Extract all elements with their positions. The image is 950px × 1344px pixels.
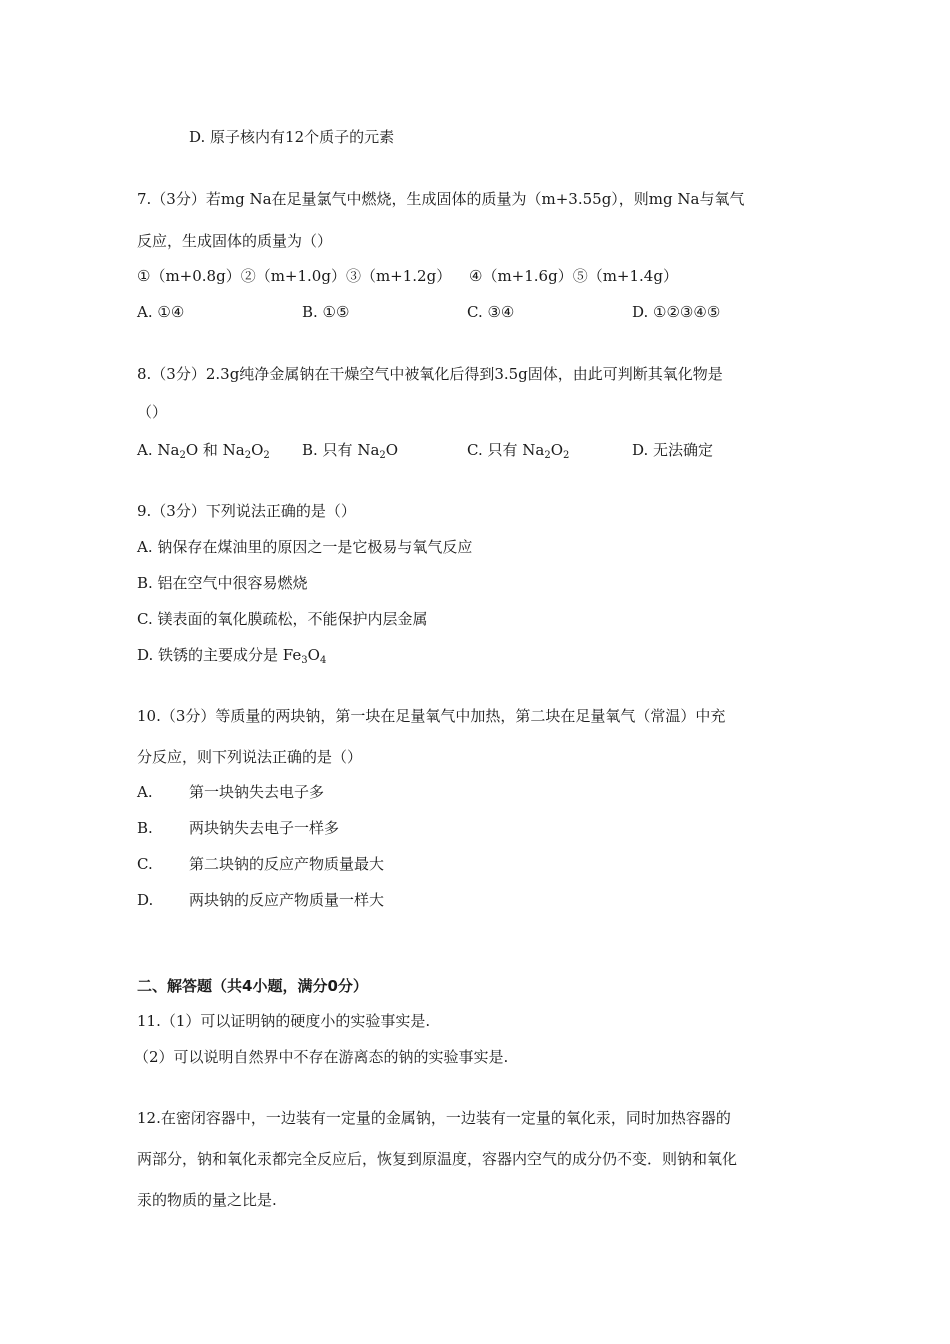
q8-option-a: A. $Na_2O$ 和 $Na_2O_2$ [137, 441, 270, 461]
q9-option-a: A. 钠保存在煤油里的原因之一是它极易与氧气反应 [137, 538, 473, 556]
q10-option-c: C. 第二块钠的反应产物质量最大 [137, 855, 385, 873]
q7-option-a: A. ①④ [137, 303, 185, 321]
q7-choices-line [137, 266, 837, 286]
q8-option-b: B. 只有 $Na_2O$ [302, 441, 399, 461]
q7-option-b: B. ①⑤ [302, 303, 350, 321]
q10-option-b: B. 两块钠失去电子一样多 [137, 819, 340, 837]
q7-stem-line2: 反应，生成固体的质量为（） [137, 232, 333, 250]
q10-option-a: A. 第一块钠失去电子多 [137, 783, 325, 801]
q7-choices-b: ④（m+1.6g）⑤（m+1.4g） [469, 267, 678, 285]
q11-line1: 11.（1）可以证明钠的硬度小的实验事实是. [137, 1012, 431, 1030]
q12-line1: 12.在密闭容器中，一边装有一定量的金属钠，一边装有一定量的氧化汞，同时加热容器的 [137, 1109, 731, 1127]
q11-line2: （2）可以说明自然界中不存在游离态的钠的实验事实是. [134, 1048, 509, 1066]
q9-option-b: B. 铝在空气中很容易燃烧 [137, 574, 308, 592]
q8-option-d: D. 无法确定 [632, 441, 714, 459]
q9-stem: 9.（3分）下列说法正确的是（） [137, 502, 356, 520]
section-heading: 二、解答题（共4小题，满分0分） [137, 977, 368, 995]
q8-stem-line1: 8.（3分）2.3g纯净金属钠在干燥空气中被氧化后得到3.5g固体，由此可判断其氧化物是 [137, 365, 723, 383]
q6-option-d: D. 原子核内有12个质子的元素 [189, 128, 395, 146]
q7-stem-line1: 7.（3分）若mg Na在足量氯气中燃烧，生成固体的质量为（m+3.55g），则mg Na与氧气 [137, 190, 745, 208]
q7-option-c: C. ③④ [467, 303, 515, 321]
q9-option-d: D. 铁锈的主要成分是 $Fe_3O_4$ [137, 646, 327, 666]
q10-stem-line1: 10.（3分）等质量的两块钠，第一块在足量氧气中加热，第二块在足量氧气（常温）中充 [137, 707, 726, 725]
q7-choices-a: ①（m+0.8g）②（m+1.0g）③（m+1.2g） [137, 267, 452, 285]
q9-option-c: C. 镁表面的氧化膜疏松，不能保护内层金属 [137, 610, 428, 628]
q8-stem-line2: （） [137, 403, 168, 421]
q8-option-c: C. 只有 $Na_2O_2$ [467, 441, 570, 461]
q10-stem-line2: 分反应，则下列说法正确的是（） [137, 748, 363, 766]
q12-line2: 两部分，钠和氧化汞都完全反应后，恢复到原温度，容器内空气的成分仍不变．则钠和氧化 [137, 1150, 738, 1168]
q10-option-d: D. 两块钠的反应产物质量一样大 [137, 891, 385, 909]
q7-option-d: D. ①②③④⑤ [632, 303, 721, 321]
q12-line3: 汞的物质的量之比是. [137, 1191, 277, 1209]
